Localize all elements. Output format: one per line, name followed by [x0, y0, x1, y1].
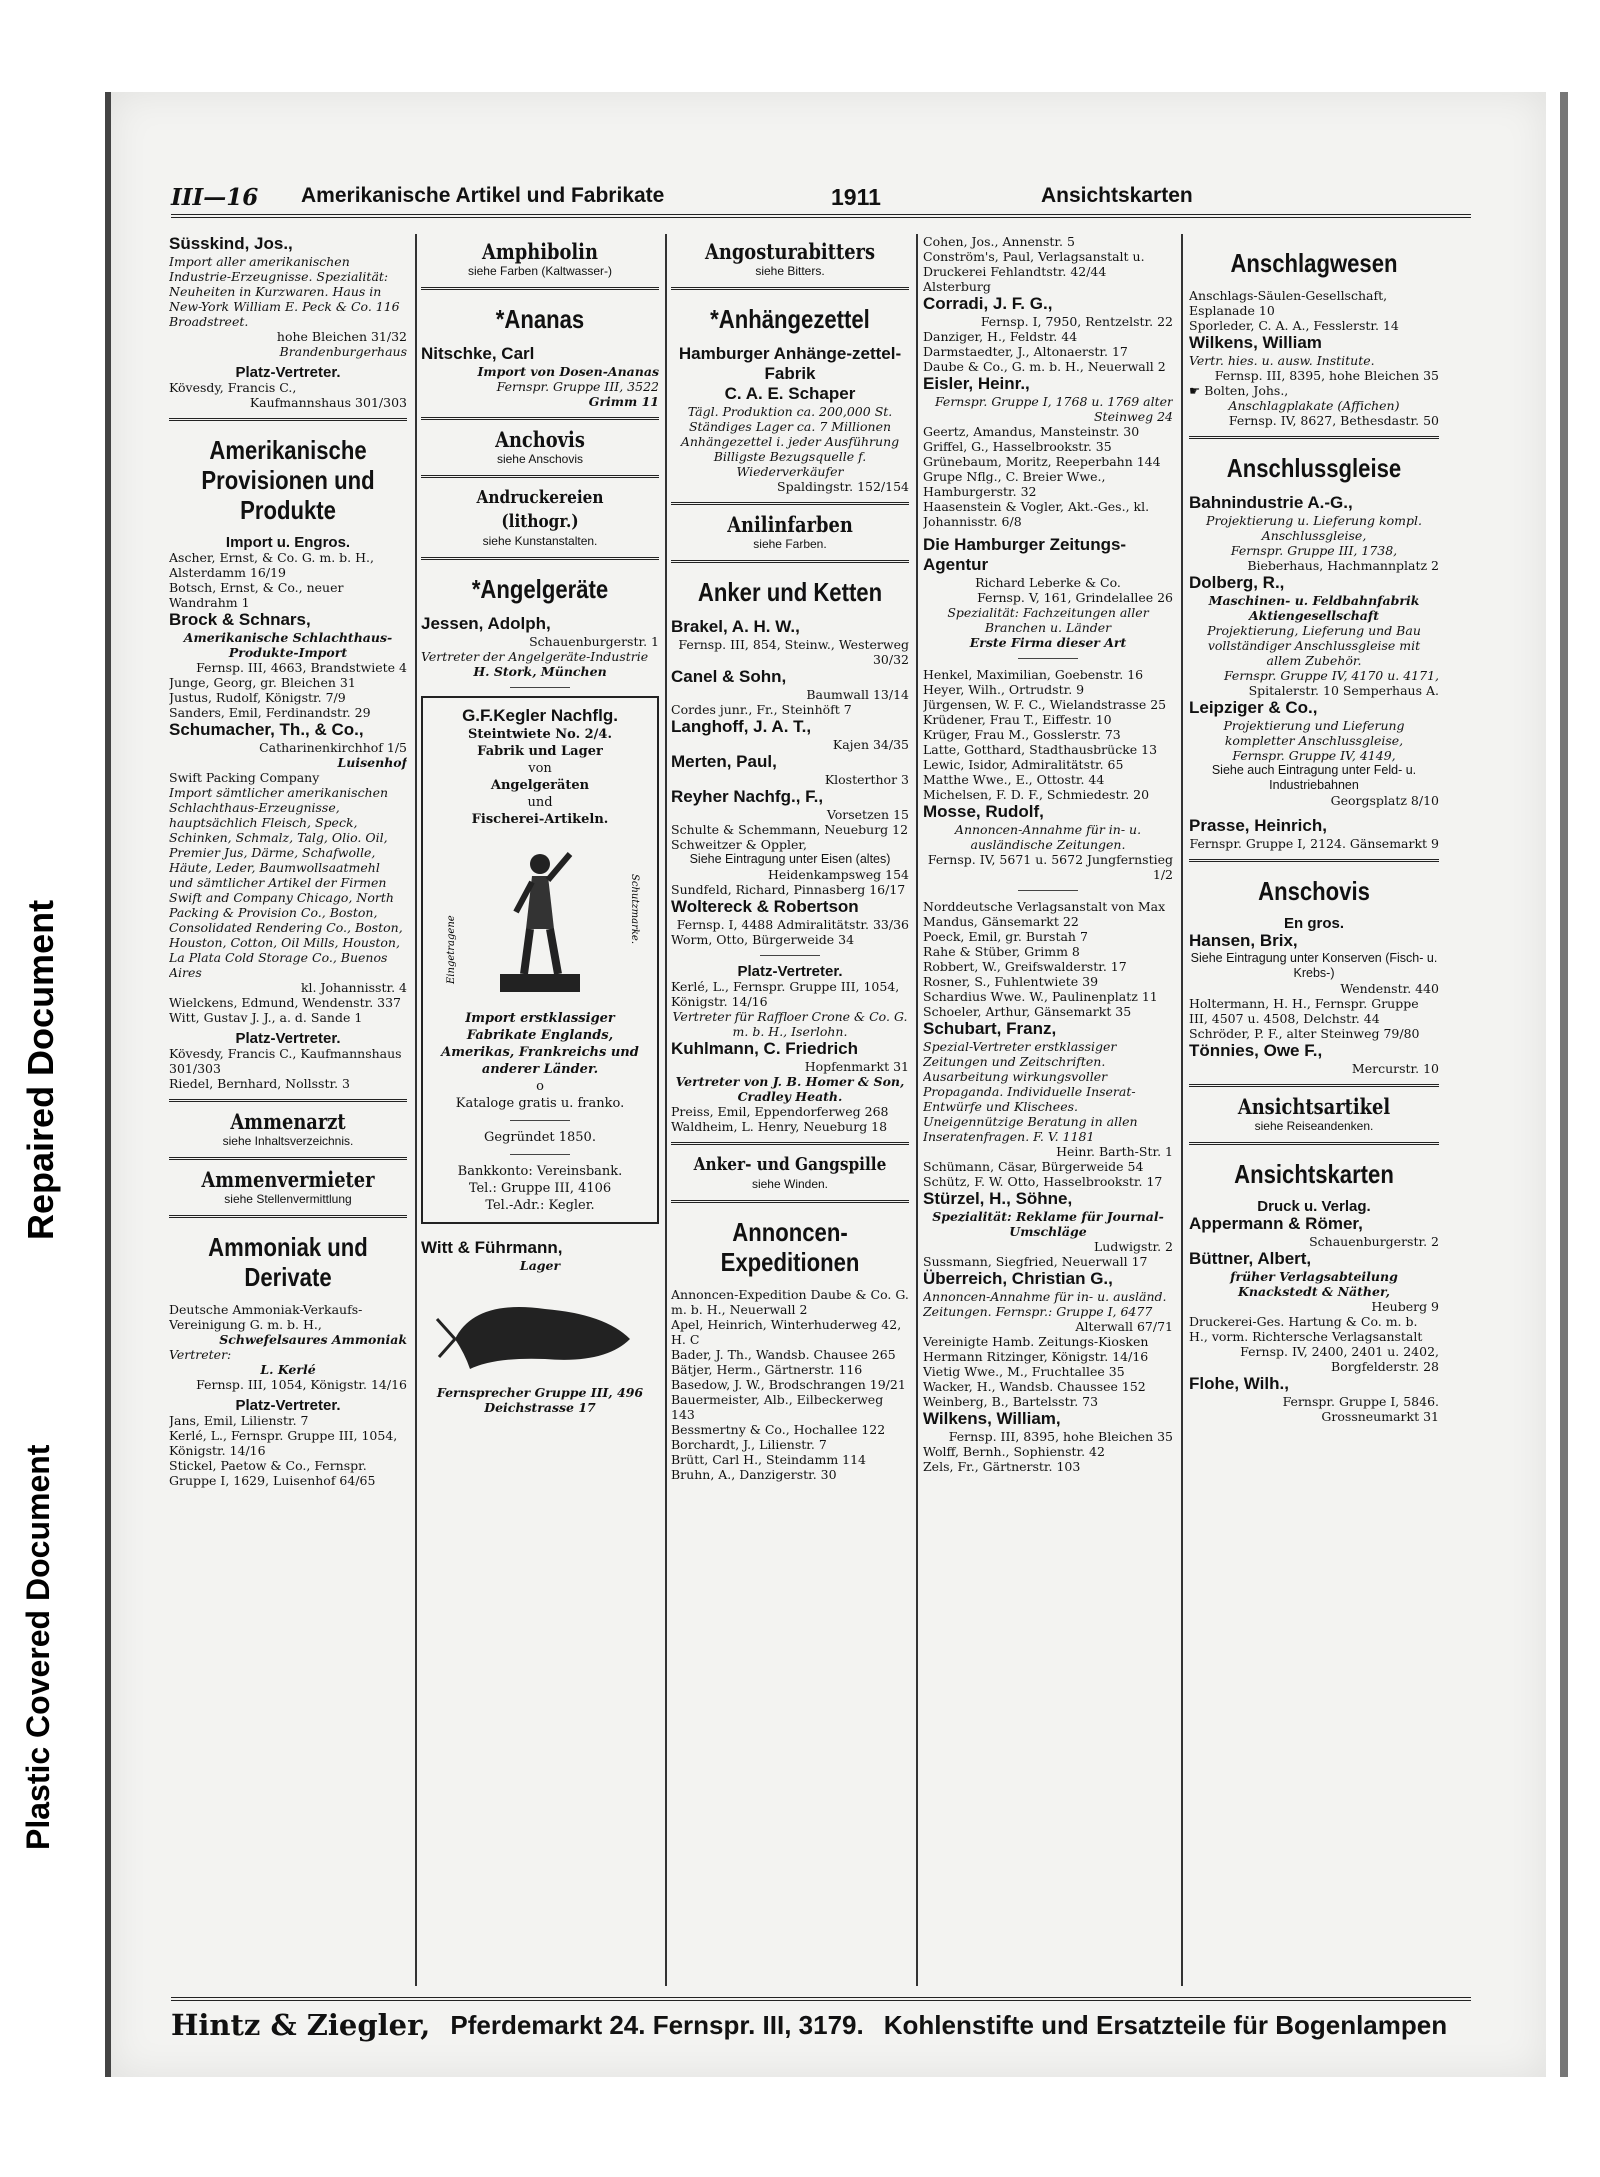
- section-heading-anker: Anker und Ketten: [697, 577, 883, 607]
- column-rule: [1181, 234, 1183, 1986]
- entry-name: Bolten, Johs.,: [1204, 383, 1289, 398]
- ad-ornament: o: [536, 1079, 544, 1094]
- entry-griffel: Griffel, G., Hasselbrookstr. 35: [923, 439, 1112, 454]
- entry-zels: Zels, Fr., Gärtnerstr. 103: [923, 1459, 1081, 1474]
- header-year: 1911: [831, 184, 881, 210]
- entry-sanders: Sanders, Emil, Ferdinandstr. 29: [169, 705, 371, 720]
- entry-desc: Spezialität: Reklame für Journal-Umschläge: [932, 1209, 1164, 1239]
- divider: [421, 475, 659, 478]
- section-heading-andruckereien: Andruckereien (lithogr.): [476, 487, 604, 532]
- column-5: [1189, 234, 1439, 1984]
- divider: [421, 417, 659, 420]
- entry-holtermann: Holtermann, H. H., Fernspr. Gruppe III, 4507 u. 4508, Delchstr. 44: [1189, 996, 1419, 1026]
- entry-anschlags-saulen: Anschlags-Säulen-Gesellschaft, Esplanade 10: [1189, 288, 1388, 318]
- entry-danziger: Danziger, H., Feldstr. 44: [923, 329, 1078, 344]
- divider: [169, 418, 407, 421]
- entry-name: Woltereck & Robertson: [671, 897, 859, 916]
- entry-kerle: Kerlé, L., Fernspr. Gruppe III, 1054, Königstr. 14/16: [671, 979, 900, 1009]
- entry-address: Fernsp. I, 7950, Rentzelstr. 22: [980, 314, 1173, 329]
- section-heading-ankerspille: Anker- und Gangspille: [693, 1154, 887, 1175]
- see-reference: siehe Bitters.: [755, 264, 825, 278]
- entry-address: Fernsp. III, 1054, Königstr. 14/16: [196, 1377, 407, 1392]
- side-labels: [0, 0, 70, 2177]
- ad-line: Angelgeräten: [490, 778, 590, 793]
- entry-address: Klosterthor 3: [824, 772, 909, 787]
- entry-desc: Maschinen- u. Feldbahnfabrik Aktiengesellschaft: [1208, 593, 1420, 623]
- entry-cohen: Cohen, Jos., Annenstr. 5: [923, 234, 1075, 249]
- entry-wielckens: Wielckens, Edmund, Wendenstr. 337: [169, 995, 402, 1010]
- entry-bessmertny: Bessmertny & Co., Hochallee 122: [671, 1422, 886, 1437]
- entry-desc: Vertreter:: [169, 1347, 232, 1362]
- page-header: [171, 184, 1471, 218]
- entry-desc: Vertreter der Angelgeräte-Industrie: [421, 649, 649, 664]
- pointing-hand-icon: ☛: [1189, 383, 1205, 398]
- entry-riedel: Riedel, Bernhard, Nollsstr. 3: [169, 1076, 350, 1091]
- entry-address: hohe Bleichen 31/32: [276, 329, 407, 344]
- section-heading-amphibolin: Amphibolin: [482, 239, 598, 264]
- entry-desc: Import sämtlicher amerikanischen Schlachthaus-Erzeugnisse, hauptsächlich Fleisch, Speck, Schinken, Schmalz, Talg, Olio. Oil, Premier Jus, Därme, Schafwolle, Häute, Leder, Baumwollsaatmehl und sämtlicher Artikel der Firmen Swift and Company Chicago, North Packing & Provision Co., Boston, Consolidated Rendering Co., Boston, Houston, Cotton, Oil Mills, Houston, La Plata Cold Storage Co., Buenos Aires: [169, 785, 403, 980]
- entry-address: Grimm 11: [588, 394, 659, 409]
- divider: [1018, 890, 1078, 891]
- ad-title: G.F.Kegler Nachflg.: [462, 706, 618, 725]
- entry-susskind: [169, 234, 407, 359]
- entry-name: Brakel, A. H. W.,: [671, 617, 800, 636]
- entry-name: Witt & Führmann,: [421, 1238, 563, 1257]
- entry-address: Bieberhaus, Hachmannplatz 2: [1247, 558, 1439, 573]
- entry-address: Ludwigstr. 2: [1094, 1239, 1173, 1254]
- entry-preiss: Preiss, Emil, Eppendorferweg 268: [671, 1104, 889, 1119]
- entry-schulte: Schulte & Schemmann, Neueburg 12: [671, 822, 909, 837]
- entry-desc: Amerikanische Schlachthaus-Produkte-Import: [183, 630, 393, 660]
- entry-annoncen: Annoncen-Expedition Daube & Co. G. m. b. H., Neuerwall 2: [671, 1287, 909, 1317]
- entry-address: Fernsp. IV, 2400, 2401 u. 2402, Borgfelderstr. 28: [1240, 1344, 1439, 1374]
- see-reference: siehe Kunstanstalten.: [482, 534, 598, 548]
- entry-desc: Annoncen-Annahme für in- u. ausländische Zeitungen.: [954, 822, 1142, 852]
- entry-kovesdy: Kövesdy, Francis C., Kaufmannshaus 301/303: [169, 1046, 402, 1076]
- divider: [510, 687, 570, 688]
- divider: [1018, 658, 1078, 659]
- entry-bader: Bader, J. Th., Wandsb. Chausee 265: [671, 1347, 896, 1362]
- footer-company: Hintz & Ziegler,: [171, 2008, 431, 2042]
- entry-sundfeld: Sundfeld, Richard, Pinnasberg 16/17: [671, 882, 906, 897]
- entry-name: Brock & Schnars,: [169, 610, 311, 629]
- divider: [671, 560, 909, 563]
- entry-apel: Apel, Heinrich, Winterhuderweg 42, H. C: [671, 1317, 902, 1347]
- ad-line: Fabrik und Lager: [477, 744, 603, 759]
- entry-weinberg: Weinberg, B., Bartelsstr. 73: [923, 1394, 1099, 1409]
- section-heading-amerikanische: Amerikanische Provisionen und Produkte: [201, 435, 375, 525]
- see-reference: siehe Winden.: [751, 1177, 829, 1191]
- entry-robbert: Robbert, W., Greifswalderstr. 17: [923, 959, 1127, 974]
- entry-swift: Swift Packing Company: [169, 770, 320, 785]
- entry-address: Catharinenkirchhof 1/5: [259, 740, 407, 755]
- entry-address: Kaufmannshaus 301/303: [249, 395, 407, 410]
- divider: [169, 1215, 407, 1218]
- ad-phone: Tel.: Gruppe III, 4106: [468, 1181, 612, 1196]
- entry-desc: Import aller amerikanischen Industrie-Erzeugnisse. Spezialität: Neuheiten in Kurzwaren. Haus in New-York William E. Peck & Co. 116 Broadstreet.: [169, 254, 400, 329]
- entry-address: Fernsp. V, 161, Grindelallee 26: [977, 590, 1173, 605]
- entry-name: Die Hamburger Zeitungs-Agentur: [923, 535, 1127, 574]
- section-heading-angelgerate: *Angelgeräte: [471, 574, 609, 604]
- ad-line: und: [527, 795, 553, 810]
- entry-desc: Projektierung, Lieferung und Bau vollständiger Anschlussgleise mit allem Zubehör.: [1207, 623, 1421, 668]
- entry-botsch: Botsch, Ernst, & Co., neuer Wandrahm 1: [169, 580, 344, 610]
- section-heading-anilinfarben: Anilinfarben: [727, 512, 853, 537]
- entry-address: Vorsetzen 15: [826, 807, 909, 822]
- entry-kovesdy: Kövesdy, Francis C.,: [169, 380, 297, 395]
- entry-sporleder: Sporleder, C. A. A., Fesslerstr. 14: [1189, 318, 1399, 333]
- entry-phone: Fernspr. Gruppe IV, 4149,: [1232, 748, 1396, 763]
- entry-name: Tönnies, Owe F.,: [1189, 1041, 1323, 1060]
- entry-name: Appermann & Römer,: [1189, 1214, 1363, 1233]
- entry-name: Canel & Sohn,: [671, 667, 787, 686]
- section-heading-anchovis: Anchovis: [495, 427, 585, 452]
- entry-schutz: Schütz, F. W. Otto, Hasselbrookstr. 17: [923, 1174, 1163, 1189]
- entry-desc: Spezial-Vertreter erstklassiger Zeitungen und Zeitschriften. Ausarbeitung wirkungsvoller Propaganda. Individuelle Inserat-Entwürfe und Klischees. Uneigennützige Beratung in allen Inseratenfragen. F. V. 1181: [923, 1039, 1138, 1144]
- entry-schardius: Schardius Wwe. W., Paulinenplatz 11: [923, 989, 1158, 1004]
- see-reference: siehe Farben (Kaltwasser-): [467, 264, 613, 278]
- entry-rosner: Rosner, S., Fuhlentwiete 39: [923, 974, 1099, 989]
- entry-address: Luisenhof: [337, 755, 407, 770]
- footer-address: Pferdemarkt 24. Fernspr. III, 3179.: [450, 2009, 864, 2040]
- ad-import-text: Import erstklassiger Fabrikate Englands, Amerikas, Frankreichs und anderer Länder.: [441, 1011, 639, 1077]
- entry-address: Fernsp. III, 4663, Brandstwiete 4: [196, 660, 407, 675]
- entry-norddeutsche: Norddeutsche Verlagsanstalt von Max Mandus, Gänsemarkt 22: [923, 899, 1166, 929]
- platz-vertreter-heading: Platz-Vertreter.: [235, 1030, 341, 1047]
- entry-phone: Fernsprecher Gruppe III, 496: [436, 1385, 644, 1400]
- entry-waldheim: Waldheim, L. Henry, Neueburg 18: [671, 1119, 888, 1134]
- entry-schoeler: Schoeler, Arthur, Gänsemarkt 35: [923, 1004, 1132, 1019]
- section-heading-ammenarzt: Ammenarzt: [230, 1109, 346, 1134]
- entry-darmstaedter: Darmstaedter, J., Altonaerstr. 17: [923, 344, 1128, 359]
- entry-phone: Fernspr. Gruppe IV, 4170 u. 4171,: [1223, 668, 1439, 683]
- ad-founded: Gegründet 1850.: [484, 1130, 596, 1145]
- entry-vereinigte: Vereinigte Hamb. Zeitungs-Kiosken Hermann Ritzinger, Königstr. 14/16: [923, 1334, 1149, 1364]
- plastic-label: Plastic Covered Document: [20, 1444, 56, 1850]
- section-heading-anschlussgleise: Anschlussgleise: [1226, 453, 1402, 483]
- entry-geertz: Geertz, Amandus, Mansteinstr. 30: [923, 424, 1140, 439]
- entry-brutt: Brütt, Carl H., Steindamm 114: [671, 1452, 867, 1467]
- entry-name: L. Kerlé: [260, 1362, 316, 1377]
- entry-jans: Jans, Emil, Lilienstr. 7: [169, 1413, 309, 1428]
- ad-telegram: Tel.-Adr.: Kegler.: [485, 1198, 595, 1213]
- entry-name: Büttner, Albert,: [1189, 1249, 1312, 1268]
- entry-borchardt: Borchardt, J., Lilienstr. 7: [671, 1437, 827, 1452]
- entry-bruhn: Bruhn, A., Danzigerstr. 30: [671, 1467, 837, 1482]
- see-reference: siehe Stellenvermittlung: [224, 1192, 352, 1206]
- entry-desc: Vertr. hies. u. ausw. Institute.: [1189, 353, 1375, 368]
- repaired-label: Repaired Document: [20, 899, 61, 1240]
- entry-desc: Annoncen-Annahme für in- u. ausländ. Zeitungen. Fernspr.: Gruppe I, 6477: [923, 1289, 1167, 1319]
- section-heading-anschlagwesen: Anschlagwesen: [1230, 248, 1398, 278]
- entry-address: Alterwall 67/71: [1075, 1319, 1173, 1334]
- entry-name: Kuhlmann, C. Friedrich: [671, 1039, 859, 1058]
- entry-heyer: Heyer, Wilh., Ortrudstr. 9: [923, 682, 1085, 697]
- advertisement-kegler: [421, 696, 659, 1224]
- divider: [1189, 1084, 1439, 1087]
- section-heading-anhangezettel: *Anhängezettel: [710, 304, 870, 334]
- divider: [671, 1142, 909, 1145]
- trademark-right-label: Schutzmarke.: [629, 874, 640, 944]
- section-heading-ansichtsartikel: Ansichtsartikel: [1237, 1094, 1391, 1119]
- entry-junge: Junge, Georg, gr. Bleichen 31: [169, 675, 356, 690]
- entry-kerle: Kerlé, L., Fernspr. Gruppe III, 1054, Königstr. 14/16: [169, 1428, 398, 1458]
- entry-name: Mosse, Rudolf,: [923, 802, 1044, 821]
- entry-witt: Witt, Gustav J. J., a. d. Sande 1: [169, 1010, 363, 1025]
- entry-address: Schauenburgerstr. 1: [529, 634, 659, 649]
- entry-schweitzer: Schweitzer & Oppler,: [671, 837, 807, 852]
- entry-address: Heidenkampsweg 154: [768, 867, 909, 882]
- entry-desc: früher Verlagsabteilung Knackstedt & Näther,: [1230, 1269, 1398, 1299]
- footer-products: Kohlenstifte und Ersatzteile für Bogenlampen: [883, 2009, 1448, 2040]
- subheading-import: Import u. Engros.: [225, 534, 351, 551]
- entry-name: Flohe, Wilh.,: [1189, 1374, 1289, 1393]
- entry-address: Fernsp. III, 854, Steinw., Westerweg 30/32: [678, 637, 909, 667]
- entry-poeck: Poeck, Emil, gr. Burstah 7: [923, 929, 1088, 944]
- entry-address: Fernsp. I, 4488 Admiralitätstr. 33/36: [676, 917, 909, 932]
- entry-address: Baumwall 13/14: [806, 687, 909, 702]
- trademark-left-label: Eingetragene: [446, 915, 457, 984]
- entry-schroder: Schröder, P. F., alter Steinweg 79/80: [1189, 1026, 1420, 1041]
- entry-wacker: Wacker, H., Wandsb. Chaussee 152: [923, 1379, 1146, 1394]
- column-4: [923, 234, 1173, 1984]
- section-heading-ansichtskarten: Ansichtskarten: [1234, 1159, 1394, 1189]
- entry-bolten: [1189, 383, 1439, 398]
- entry-address: Spaldingstr. 152/154: [777, 479, 909, 494]
- entry-address: Fernspr. Gruppe I, 5846. Grossneumarkt 31: [1282, 1394, 1439, 1424]
- entry-sussmann: Sussmann, Siegfried, Neuerwall 17: [923, 1254, 1148, 1269]
- entry-desc: Lager: [519, 1258, 561, 1273]
- entry-ascher: Ascher, Ernst, & Co. G. m. b. H., Alsterdamm 16/19: [169, 550, 374, 580]
- ad-line: von: [528, 761, 552, 776]
- entry-name: Stürzel, H., Söhne,: [923, 1189, 1073, 1208]
- entry-grupe: Grupe Nflg., C. Breier Wwe., Hamburgerstr. 32: [923, 469, 1106, 499]
- entry-name: C. A. E. Schaper: [724, 384, 856, 403]
- entry-name: Wilkens, William,: [923, 1409, 1061, 1428]
- ad-line: Fischerei-Artikeln.: [471, 812, 609, 827]
- divider: [671, 287, 909, 290]
- see-reference: siehe Anschovis: [496, 452, 584, 466]
- subheading-druck: Druck u. Verlag.: [1257, 1198, 1371, 1215]
- entry-name: Corradi, J. F. G.,: [923, 294, 1053, 313]
- divider: [1189, 436, 1439, 439]
- divider: [671, 502, 909, 505]
- entry-vietig: Vietig Wwe., M., Fruchtallee 35: [923, 1364, 1125, 1379]
- entry-desc: H. Stork, München: [473, 664, 607, 679]
- entry-name: Merten, Paul,: [671, 752, 777, 771]
- see-reference: siehe Inhaltsverzeichnis.: [222, 1134, 354, 1148]
- entry-michelsen: Michelsen, F. D. F., Schmiedestr. 20: [923, 787, 1150, 802]
- entry-address: Hopfenmarkt 31: [804, 1059, 909, 1074]
- divider: [1189, 859, 1439, 862]
- column-rule: [916, 234, 918, 1986]
- entry-name: Überreich, Christian G.,: [923, 1269, 1113, 1288]
- entry-deutsche-ammoniak: Deutsche Ammoniak-Verkaufs-Vereinigung G. m. b. H.,: [169, 1302, 363, 1332]
- entry-address: Fernsp. IV, 5671 u. 5672 Jungfernstieg 1/2: [927, 852, 1173, 882]
- entry-address: Schauenburgerstr. 2: [1309, 1234, 1439, 1249]
- section-heading-ammoniak: Ammoniak und Derivate: [208, 1232, 368, 1292]
- entry-name: Wilkens, William: [1189, 333, 1322, 352]
- entry-address: Fernsp. III, 8395, hohe Bleichen 35: [1214, 368, 1439, 383]
- entry-stickel: Stickel, Paetow & Co., Fernspr. Gruppe I, 1629, Luisenhof 64/65: [169, 1458, 376, 1488]
- entry-bauermeister: Bauermeister, Alb., Eilbeckerweg 143: [671, 1392, 884, 1422]
- entry-desc: Import von Dosen-Ananas: [477, 364, 659, 379]
- entry-desc: Anschlagplakate (Affichen): [1228, 398, 1400, 413]
- entry-desc: Siehe auch Eintragung unter Feld- u. Industriebahnen: [1211, 763, 1417, 792]
- entry-daube: Daube & Co., G. m. b. H., Neuerwall 2: [923, 359, 1166, 374]
- entry-krudener: Krüdener, Frau T., Eiffestr. 10: [923, 712, 1112, 727]
- entry-name: Hansen, Brix,: [1189, 931, 1298, 950]
- entry-desc: Projektierung und Lieferung kompletter Anschlussgleise,: [1223, 718, 1405, 748]
- entry-name: Schumacher, Th., & Co.,: [169, 720, 364, 739]
- entry-address: Mercurstr. 10: [1351, 1061, 1439, 1076]
- entry-address: Wendenstr. 440: [1340, 981, 1439, 996]
- divider: [421, 557, 659, 560]
- entry-henkel: Henkel, Maximilian, Goebenstr. 16: [923, 667, 1144, 682]
- entry-desc: Schwefelsaures Ammoniak: [219, 1332, 407, 1347]
- catfish-icon: [435, 1279, 645, 1379]
- entry-name: Bahnindustrie A.-G.,: [1189, 493, 1353, 512]
- header-title: Amerikanische Artikel und Fabrikate: [301, 184, 665, 207]
- entry-name: Jessen, Adolph,: [421, 614, 551, 633]
- ad-bank: Bankkonto: Vereinsbank.: [457, 1164, 623, 1179]
- entry-grunebaum: Grünebaum, Moritz, Reeperbahn 144: [923, 454, 1161, 469]
- divider: [760, 955, 820, 956]
- ad-catalogue: Kataloge gratis u. franko.: [455, 1096, 625, 1111]
- entry-name: Dolberg, R.,: [1189, 573, 1285, 592]
- entry-batjer: Bätjer, Herm., Gärtnerstr. 116: [671, 1362, 863, 1377]
- section-heading-ananas: *Ananas: [495, 304, 585, 334]
- divider: [671, 1200, 909, 1203]
- divider: [1189, 1142, 1439, 1145]
- entry-name: Schubart, Franz,: [923, 1019, 1057, 1038]
- entry-address: Fernspr. Gruppe I, 1768 u. 1769 alter Steinweg 24: [934, 394, 1173, 424]
- divider: [169, 1099, 407, 1102]
- divider: [169, 1157, 407, 1160]
- entry-address: kl. Johannisstr. 4: [300, 980, 407, 995]
- header-right: Ansichtskarten: [1041, 184, 1193, 207]
- entry-name: Nitschke, Carl: [421, 344, 535, 363]
- ad-address: Steintwiete No. 2/4.: [467, 727, 612, 742]
- entry-desc: Siehe Eintragung unter Eisen (altes): [689, 852, 891, 866]
- entry-desc: Richard Leberke & Co.: [975, 575, 1121, 590]
- entry-desc: Projektierung u. Lieferung kompl. Anschlussgleise,: [1206, 513, 1422, 543]
- entry-address: Georgsplatz 8/10: [1330, 793, 1439, 808]
- entry-schumann: Schümann, Cäsar, Bürgerweide 54: [923, 1159, 1144, 1174]
- see-reference: siehe Reiseandenken.: [1254, 1119, 1374, 1133]
- section-heading-anschovis: Anschovis: [1258, 876, 1370, 906]
- divider: [510, 1120, 570, 1121]
- entry-worm: Worm, Otto, Bürgerweide 34: [671, 932, 855, 947]
- document-page: [105, 92, 1546, 2077]
- subheading-engros: En gros.: [1283, 915, 1344, 932]
- entry-name: Reyher Nachfg., F.,: [671, 787, 824, 806]
- column-rule: [415, 234, 417, 1986]
- entry-name: Hamburger Anhänge-zettel-Fabrik: [678, 344, 902, 383]
- entry-druckerei: Druckerei-Ges. Hartung & Co. m. b. H., vorm. Richtersche Verlagsanstalt: [1189, 1314, 1423, 1344]
- column-rule: [665, 234, 667, 1986]
- entry-rahe: Rahe & Stüber, Grimm 8: [923, 944, 1080, 959]
- entry-address: Heinr. Barth-Str. 1: [1056, 1144, 1173, 1159]
- entry-name: Leipziger & Co.,: [1189, 698, 1318, 717]
- platz-vertreter-heading: Platz-Vertreter.: [235, 1397, 341, 1414]
- entry-desc: Vertreter von J. B. Homer & Son, Cradley Heath.: [675, 1074, 905, 1104]
- entry-lewic: Lewic, Isidor, Admiralitätstr. 65: [923, 757, 1124, 772]
- section-heading-annoncen: Annoncen-Expeditionen: [720, 1217, 860, 1277]
- platz-vertreter-heading: Platz-Vertreter.: [235, 364, 341, 381]
- entry-desc: Vertreter für Raffloer Crone & Co. G. m. b. H., Iserlohn.: [672, 1009, 908, 1039]
- entry-address: Fernspr. Gruppe III, 3522: [496, 379, 659, 394]
- entry-kruger: Krüger, Frau M., Gosslerstr. 73: [923, 727, 1121, 742]
- entry-name: Eisler, Heinr.,: [923, 374, 1030, 393]
- entry-address: Fernsp. IV, 8627, Bethesdastr. 50: [1228, 413, 1439, 428]
- entry-latte: Latte, Gotthard, Stadthausbrücke 13: [923, 742, 1158, 757]
- entry-address: Spitalerstr. 10 Semperhaus A.: [1248, 683, 1439, 698]
- entry-address: Deichstrasse 17: [484, 1400, 596, 1415]
- entry-address: Brandenburgerhaus: [279, 344, 407, 359]
- see-reference: siehe Farben.: [753, 537, 827, 551]
- entry-address: Heuberg 9: [1371, 1299, 1439, 1314]
- entry-desc: Siehe Eintragung unter Konserven (Fisch- u. Krebs-): [1190, 951, 1438, 980]
- entry-cordes: Cordes junr., Fr., Steinhöft 7: [671, 702, 852, 717]
- entry-constrom: Conström's, Paul, Verlagsanstalt u. Druckerei Fehlandtstr. 42/44 Alsterburg: [923, 249, 1145, 294]
- column-3: [671, 234, 909, 1984]
- entry-matthe: Matthe Wwe., E., Ottostr. 44: [923, 772, 1105, 787]
- divider: [510, 1154, 570, 1155]
- entry-address: Fernsp. III, 8395, hohe Bleichen 35: [948, 1429, 1173, 1444]
- entry-address: Kajen 34/35: [832, 737, 909, 752]
- platz-vertreter-heading: Platz-Vertreter.: [737, 963, 843, 980]
- entry-basedow: Basedow, J. W., Brodschrangen 19/21: [671, 1377, 906, 1392]
- footer-advert: [171, 1997, 1471, 2049]
- trademark-figure-icon: [440, 834, 640, 1004]
- entry-name: Langhoff, J. A. T.,: [671, 717, 812, 736]
- entry-address: Fernspr. Gruppe I, 2124. Gänsemarkt 9: [1189, 836, 1439, 851]
- section-heading-angosturabitters: Angosturabitters: [704, 239, 876, 264]
- entry-wolff: Wolff, Bernh., Sophienstr. 42: [923, 1444, 1105, 1459]
- column-2: [421, 234, 659, 1984]
- entry-name: Süsskind, Jos.,: [169, 234, 293, 253]
- entry-desc: Tägl. Produktion ca. 200,000 St. Ständiges Lager ca. 7 Millionen Anhängezettel i. jeder Ausführung Billigste Bezugsquelle f. Wiederverkäufer: [680, 404, 900, 479]
- entry-name: Prasse, Heinrich,: [1189, 816, 1327, 835]
- entry-jurgensen: Jürgensen, W. F. C., Wielandstrasse 25: [923, 697, 1167, 712]
- entry-desc: Spezialität: Fachzeitungen aller Branchen u. Länder: [947, 605, 1149, 635]
- entry-justus: Justus, Rudolf, Königstr. 7/9: [169, 690, 346, 705]
- entry-phone: Fernspr. Gruppe III, 1738,: [1230, 543, 1398, 558]
- page-number: III—16: [171, 184, 259, 211]
- entry-desc: Erste Firma dieser Art: [969, 635, 1127, 650]
- column-1: [169, 234, 407, 1984]
- divider: [421, 287, 659, 290]
- section-heading-ammenvermieter: Ammenvermieter: [201, 1167, 375, 1192]
- entry-haasenstein: Haasenstein & Vogler, Akt.-Ges., kl. Johannisstr. 6/8: [923, 499, 1150, 529]
